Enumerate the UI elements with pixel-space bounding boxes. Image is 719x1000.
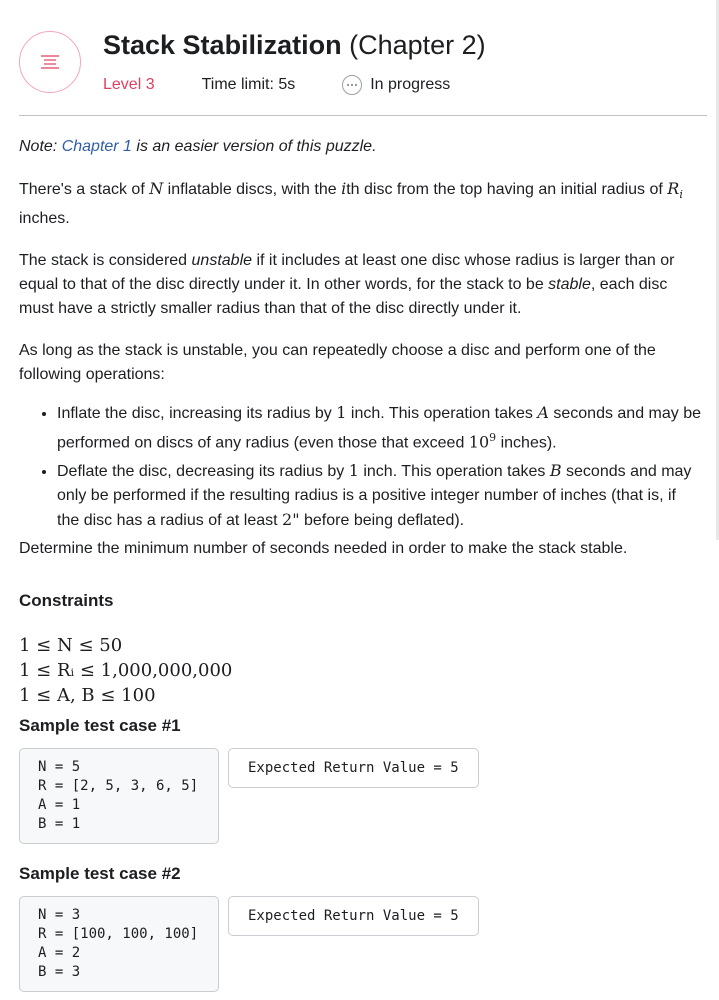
title-chapter: (Chapter 2)	[349, 30, 486, 60]
op1-ten: 10	[468, 432, 490, 452]
op2-b: inch. This operation takes	[358, 462, 550, 480]
op1-b: inch. This operation takes	[346, 405, 538, 423]
list-item	[57, 401, 701, 455]
paragraph-intro	[19, 177, 701, 231]
header-divider	[19, 115, 707, 116]
var-a: A	[537, 403, 549, 423]
op1-c: seconds and may be performed on discs of any radius (even those that exceed	[57, 405, 702, 452]
var-r: R	[667, 179, 680, 198]
para1-a: There's a stack of	[19, 181, 150, 198]
para1-d: inches.	[19, 210, 70, 228]
paragraph-stability	[19, 249, 701, 321]
term-unstable: unstable	[191, 252, 253, 270]
op1-exp: 9	[489, 431, 497, 445]
time-limit-label: Time limit: 5s	[201, 76, 296, 93]
op2-c: seconds and may only be performed if the resulting radius is a positive integer number of inches (that is, if the disc has a radius of at least	[57, 462, 692, 529]
menu-button[interactable]	[19, 31, 81, 93]
op1-d: inches).	[496, 434, 557, 452]
var-b: B	[549, 460, 562, 480]
constraints-list	[19, 633, 701, 708]
constraint-line: 1 ≤ A, B ≤ 100	[19, 684, 156, 706]
title-main: Stack Stabilization	[103, 30, 342, 60]
op2-a: Deflate the disc, decreasing its radius by	[57, 462, 349, 480]
problem-header	[0, 0, 719, 116]
note-prefix: Note:	[19, 138, 62, 155]
list-item	[57, 459, 701, 533]
op2-one: 1	[348, 460, 359, 480]
status-label: In progress	[370, 76, 451, 93]
chapter-1-link[interactable]: Chapter 1	[61, 138, 132, 155]
problem-meta	[103, 75, 450, 95]
op2-d: before being deflated).	[299, 511, 465, 529]
para2-a: The stack is considered	[19, 252, 192, 270]
sample-2-heading: Sample test case #2	[19, 864, 181, 883]
sample-1-input: N = 5 R = [2, 5, 3, 6, 5] A = 1 B = 1	[19, 748, 219, 844]
paragraph-goal: Determine the minimum number of seconds needed in order to make the stack stable.	[19, 539, 628, 557]
para1-b: inflatable discs, with the	[163, 181, 342, 198]
hamburger-menu-icon	[39, 54, 61, 70]
page-title	[103, 30, 486, 61]
op1-one: 1	[336, 403, 347, 423]
constraint-line: 1 ≤ Rᵢ ≤ 1,000,000,000	[19, 659, 233, 681]
sample-2-expected: Expected Return Value = 5	[228, 896, 479, 936]
sample-1-heading: Sample test case #1	[19, 716, 181, 735]
term-stable: stable	[548, 276, 591, 294]
op2-two: 2"	[282, 509, 300, 529]
in-progress-icon	[342, 75, 362, 95]
para1-c: th disc from the top having an initial radius of	[346, 181, 668, 198]
sample-2-input: N = 3 R = [100, 100, 100] A = 2 B = 3	[19, 896, 219, 992]
sample-1-expected: Expected Return Value = 5	[228, 748, 479, 788]
para2-b: if it includes at least one disc whose radius is larger than or equal to that of the disc directly under it. In other words, for the stack to be	[19, 252, 675, 294]
paragraph-operations: As long as the stack is unstable, you can repeatedly choose a disc and perform one of the following operations:	[19, 342, 656, 384]
note-suffix: is an easier version of this puzzle.	[131, 138, 377, 155]
para2-c: , each disc must have a strictly smaller radius than that of the disc directly under it.	[19, 276, 668, 318]
var-n: N	[149, 179, 164, 198]
operations-list	[19, 401, 701, 532]
constraints-heading: Constraints	[19, 590, 114, 610]
var-i: i	[341, 179, 347, 198]
var-r-sub: i	[679, 188, 683, 202]
level-label: Level 3	[103, 76, 155, 93]
note	[19, 135, 701, 159]
constraint-line: 1 ≤ N ≤ 50	[19, 634, 123, 656]
status-indicator	[342, 75, 450, 95]
op1-a: Inflate the disc, increasing its radius by	[57, 405, 337, 423]
problem-statement	[19, 135, 701, 708]
